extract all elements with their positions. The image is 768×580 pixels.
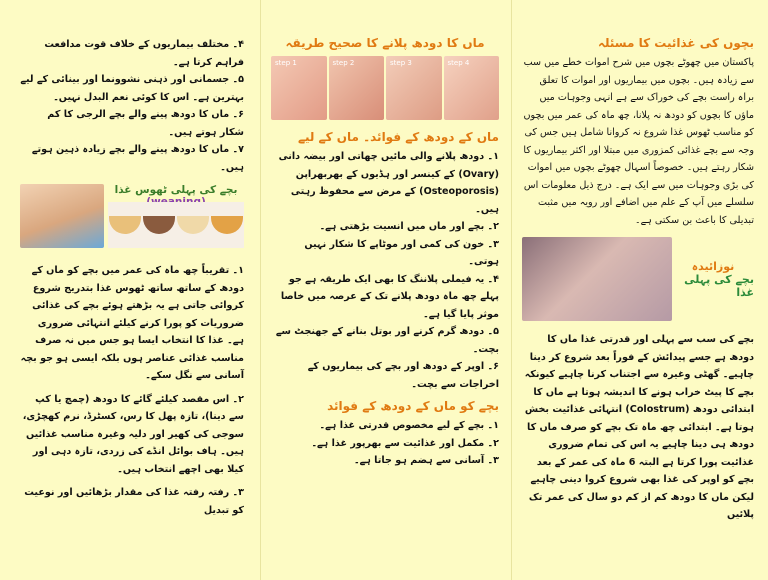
food-bowls-photo <box>108 202 244 248</box>
heading-breastfeeding-method: ماں کا دودھ پلانے کا صحیح طریقہ <box>285 36 485 50</box>
weaning-title <box>108 184 244 202</box>
baby-eating-photo <box>20 184 104 248</box>
newborn-label <box>672 237 754 321</box>
list-item: ۶۔ اوپر کے دودھ اور بچے کی بیماریوں کے اخراجات سے بچت۔ <box>307 361 499 390</box>
list-item: ۲۔ بچے اور ماں میں انسیت بڑھتی ہے۔ <box>319 221 499 232</box>
newborn-photo <box>522 237 672 321</box>
weaning-title-urdu: بچے کی پہلی ٹھوس غذا <box>114 184 238 196</box>
list-item: ۵۔ دودھ گرم کرنے اور بوتل بنانے کے جھنجٹ سے بچت۔ <box>275 326 499 355</box>
list-item: ۳۔ خون کی کمی اور موٹاپے کا شکار نہیں ہوتی۔ <box>304 238 499 267</box>
newborn-figure <box>522 237 754 321</box>
step-photo <box>444 56 500 120</box>
step-label: step 2 <box>332 59 355 67</box>
benefits-child-list <box>271 417 499 470</box>
list-item: ۵۔ جسمانی اور ذہنی نشوونما اور بینائی کے لیے بہترین ہے۔ اس کا کوئی نعم البدل نہیں۔ <box>20 74 244 103</box>
step-photo <box>271 56 327 120</box>
weaning-paragraph-1: ۱۔ تقریباً چھ ماہ کی عمر میں بچے کو ماں کے دودھ کے ساتھ ساتھ ٹھوس غذا بتدریج شروع کروائی جاتی ہے یہ بڑھتے ہوئے بچے کی غذائی ضروریات کو پورا کرنے کیلئے انتہائی ضروری ہے۔ غذا کا انتخاب ایسا ہو جس میں نہ صرف مناسب غذائی عناصر ہوں بلکہ ایسی ہو جو بچہ آسانی سے نگل سکے۔ <box>20 265 244 381</box>
left-column <box>0 0 260 580</box>
list-item: ۴۔ یہ فیملی پلاننگ کا بھی ایک طریقہ ہے جو پہلے چھ ماہ دودھ پلانے تک کے عرصہ میں خاصا موثر پایا گیا ہے۔ <box>280 273 499 320</box>
bowl-icon <box>143 216 175 234</box>
step-label: step 1 <box>275 59 297 67</box>
list-item: ۲۔ مکمل اور غذائیت سے بھرپور غذا ہے۔ <box>311 437 499 449</box>
middle-column <box>260 0 512 580</box>
heading-benefits-mother: ماں کے دودھ کے فوائد۔ ماں کے لیے <box>297 130 499 144</box>
weaning-panel <box>108 184 244 248</box>
weaning-paragraph-2: ۲۔ اس مقصد کیلئے گائے کا دودھ (چمچ یا کپ سے دینا)، تازہ پھل کا رس، کسٹرڈ، نرم کھچڑی، سوجی کی کھیر اور دلیہ وغیرہ مناسب غذائیں ہیں۔ ہاف بوائل انڈے کی زردی، تازہ دہی اور کیلا بھی اچھے انتخاب ہیں۔ <box>22 393 244 475</box>
weaning-paragraph-3: ۳۔ رفتہ رفتہ غذا کی مقدار بڑھائیں اور نوعیت کو تبدیل <box>24 487 244 516</box>
breastfeeding-steps-photos <box>271 56 499 120</box>
list-item: ۱۔ بچے کے لیے مخصوص قدرتی غذا ہے۔ <box>319 420 499 431</box>
list-item: ۶۔ ماں کا دودھ پینے والے بچے الرجی کا کم شکار ہوتے ہیں۔ <box>47 109 244 138</box>
list-item: ۴۔ مختلف بیماریوں کے خلاف قوت مدافعت فراہم کرتا ہے۔ <box>44 39 244 68</box>
bowl-icon <box>211 216 243 234</box>
benefits-child-list-continued <box>20 36 244 176</box>
first-food-paragraph: بچے کی سب سے پہلی اور قدرتی غذا ماں کا دودھ ہے جسے پیدائش کے فوراً بعد شروع کر دینا چاہیے۔ گھٹی وغیرہ سے اجتناب کرنا چاہیے کیونکہ بچے کا پیٹ خراب ہونے کا اندیشہ ہوتا ہے ماں کا ابتدائی دودھ (Colostrum) انتہائی غذائیت بخش ہوتا ہے۔ ابتدائی چھ ماہ تک بچے کو صرف ماں کا دودھ ہی دینا چاہیے یہ اس کی تمام ضروری غذائیت پورا کرتا ہے البتہ 6 ماہ کی عمر کے بعد بچے کو اوپر کی غذا بھی شروع کروا دینی چاہیے لیکن ماں کا دودھ کم از کم دو سال کی عمر تک پلائیں <box>524 334 754 520</box>
step-photo <box>329 56 385 120</box>
right-column <box>512 0 768 580</box>
heading-benefits-child: بچے کو ماں کے دودھ کے فوائد <box>327 399 499 413</box>
newborn-label-line2: بچے کی پہلی غذا <box>684 272 754 299</box>
newborn-label-line1: نوزائیدہ <box>691 259 735 273</box>
heading-child-nutrition: بچوں کی غذائیت کا مسئلہ <box>597 36 754 50</box>
step-label: step 4 <box>447 59 470 67</box>
list-item: ۱۔ دودھ پلانے والی مائیں چھاتی اور بیضہ دانی (Ovary) کے کینسر اور ہڈیوں کے بھربھراپن (Osteoporosis) کے مرض سے محفوظ رہتی ہیں۔ <box>278 151 499 215</box>
list-item: ۳۔ آسانی سے ہضم ہو جاتا ہے۔ <box>353 455 499 466</box>
bowl-icon <box>109 216 141 234</box>
benefits-mother-list <box>271 148 499 393</box>
bowl-icon <box>177 216 209 234</box>
step-photo <box>386 56 442 120</box>
intro-paragraph: پاکستان میں چھوٹے بچوں میں شرح اموات خطے میں سب سے زیادہ ہیں۔ بچوں میں بیماریوں اور اموات کا تعلق براہ راست بچے کی خوراک سے ہے انہی وجوہات میں ماؤں کا بچوں کو دودھ نہ پلانا، چھ ماہ کی عمر میں بچوں کو مناسب ٹھوس غذا شروع نہ کروانا شامل ہیں جس کی وجہ سے بچے غذائی کمزوری میں مبتلا اور اکثر بیماریوں کا شکار رہتے ہیں۔ خصوصاً اسہال چھوٹے بچوں میں اموات کی بڑی وجوہات میں سے ایک ہے۔ درج ذیل معلومات اس سلسلے میں آپ کے علم میں اضافے اور رویہ میں مثبت تبدیلی کا باعث بن سکتی ہے۔ <box>523 57 754 226</box>
weaning-figure <box>20 184 244 248</box>
list-item: ۷۔ ماں کا دودھ پینے والے بچے زیادہ ذہین ہوتے ہیں۔ <box>31 144 244 173</box>
step-label: step 3 <box>390 59 412 67</box>
